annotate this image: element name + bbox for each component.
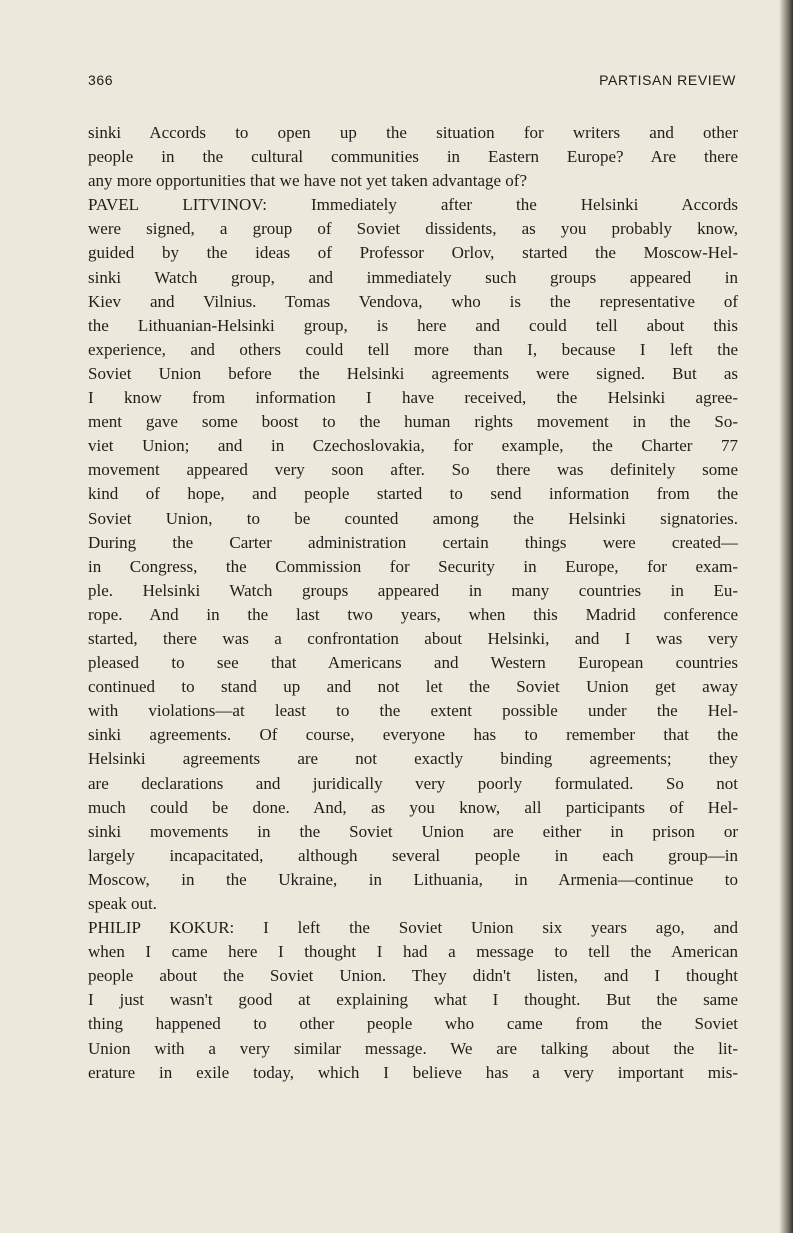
text-line: continued to stand up and not let the Soviet Union get away — [88, 677, 738, 697]
text-line: viet Union; and in Czechoslovakia, for example, the Charter 77 — [88, 436, 738, 456]
text-line: are declarations and juridically very poorly formulated. So not — [88, 773, 738, 793]
text-line: thing happened to other people who came from the Soviet — [88, 1014, 738, 1034]
page-number: 366 — [88, 72, 114, 88]
text-line: ple. Helsinki Watch groups appeared in many countries in Eu- — [88, 580, 738, 600]
text-line: pleased to see that Americans and Western European countries — [88, 653, 738, 673]
text-line: speak out. — [88, 894, 157, 913]
text-line: I know from information I have received, the Helsinki agree- — [88, 388, 738, 408]
text-line: sinki movements in the Soviet Union are either in prison or — [88, 821, 738, 841]
text-line: Moscow, in the Ukraine, in Lithuania, in Armenia—continue to — [88, 869, 738, 889]
text-line: sinki Accords to open up the situation for writers and other — [88, 123, 738, 142]
text-line: started, there was a confrontation about Helsinki, and I was very — [88, 628, 738, 648]
text-line: largely incapacitated, although several people in each group—in — [88, 845, 738, 865]
text-line: people about the Soviet Union. They didn't listen, and I thought — [88, 966, 738, 986]
text-line: much could be done. And, as you know, all participants of Hel- — [88, 797, 738, 817]
text-line: During the Carter administration certain things were created— — [88, 532, 738, 552]
text-line: Soviet Union, to be counted among the Helsinki signatories. — [88, 508, 738, 528]
running-head — [88, 72, 736, 92]
text-line: Soviet Union before the Helsinki agreements were signed. But as — [88, 363, 738, 383]
text-line: sinki Watch group, and immediately such groups appeared in — [88, 267, 738, 287]
text-line: rope. And in the last two years, when this Madrid conference — [88, 604, 738, 624]
text-line: people in the cultural communities in Eastern Europe? Are there — [88, 147, 738, 167]
text-line: guided by the ideas of Professor Orlov, started the Moscow-Hel- — [88, 243, 738, 263]
text-line: Union with a very similar message. We are talking about the lit- — [88, 1038, 738, 1058]
text-line: when I came here I thought I had a message to tell the American — [88, 942, 738, 962]
text-line: sinki agreements. Of course, everyone has to remember that the — [88, 725, 738, 745]
text-line: Helsinki agreements are not exactly binding agreements; they — [88, 749, 738, 769]
text-line: ment gave some boost to the human rights movement in the So- — [88, 412, 738, 432]
text-line: Kiev and Vilnius. Tomas Vendova, who is the representative of — [88, 291, 738, 311]
text-line: PAVEL LITVINOV: Immediately after the Helsinki Accords — [88, 195, 738, 215]
text-line: movement appeared very soon after. So there was definitely some — [88, 460, 738, 480]
journal-title: PARTISAN REVIEW — [599, 72, 736, 88]
text-line: in Congress, the Commission for Security in Europe, for exam- — [88, 556, 738, 576]
text-line: kind of hope, and people started to send information from the — [88, 484, 738, 504]
text-line: experience, and others could tell more than I, because I left the — [88, 339, 738, 359]
text-line: any more opportunities that we have not yet taken advantage of? — [88, 171, 528, 191]
page-edge-shadow — [779, 0, 793, 1233]
text-line: erature in exile today, which I believe has a very important mis- — [88, 1062, 738, 1082]
text-line: the Lithuanian-Helsinki group, is here and could tell about this — [88, 315, 738, 335]
text-line: I just wasn't good at explaining what I thought. But the same — [88, 990, 738, 1010]
body-text — [88, 121, 738, 1085]
text-line: were signed, a group of Soviet dissidents, as you probably know, — [88, 219, 738, 239]
text-line: PHILIP KOKUR: I left the Soviet Union six years ago, and — [88, 918, 738, 938]
text-line: with violations—at least to the extent possible under the Hel- — [88, 701, 738, 721]
